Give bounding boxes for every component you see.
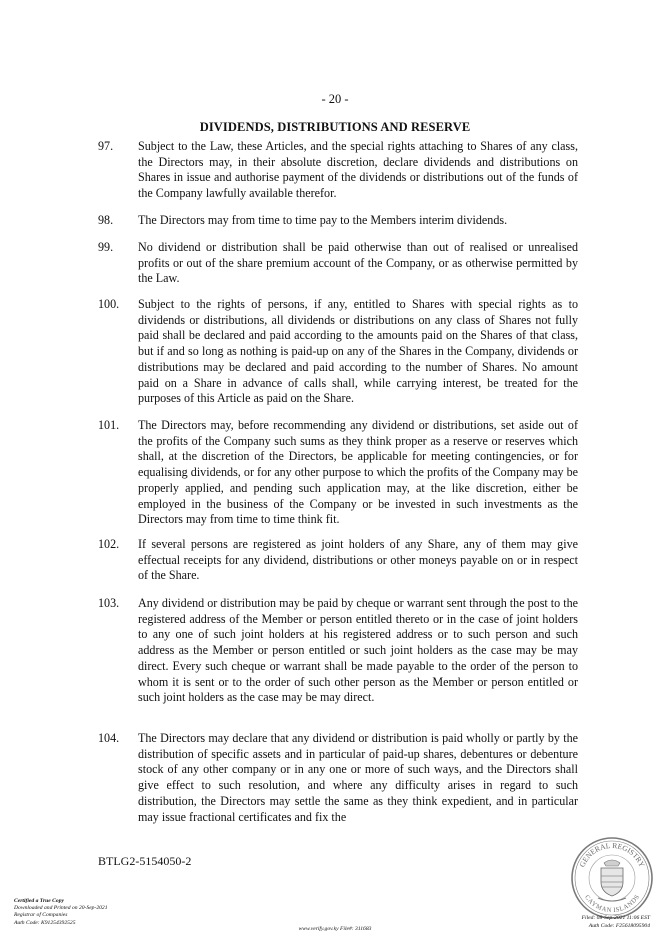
- article-99: [98, 240, 578, 287]
- article-text: Subject to the rights of persons, if any, entitled to Shares with special rights as to dividends or distributions, all dividends or distributions on any class of Shares not fully paid shall be declared and paid according to the amounts paid on the Shares of that class, but if and so long as nothing is paid-up on any of the Shares in the Company, dividends or distributions may be declared and paid according to the number of Shares. No amount paid on a Share in advance of calls shall, while carrying interest, be treated for the purposes of this Article as paid on the Share.: [138, 297, 578, 406]
- section-heading: DIVIDENDS, DISTRIBUTIONS AND RESERVE: [199, 120, 471, 134]
- filed-date: Filed: 08-Sep-2021 11:06 EST: [581, 915, 650, 921]
- article-number: 99.: [98, 240, 114, 254]
- article-number: 97.: [98, 139, 114, 153]
- article-number: 101.: [98, 418, 120, 432]
- article-text: Subject to the Law, these Articles, and the special rights attaching to Shares of any class, the Directors may, in their absolute discretion, declare dividends and distributions on Shares in issue and authorise payment of the dividends or distributions out of the funds of the Company lawfully available therefor.: [138, 139, 578, 201]
- page-number: - 20 -: [321, 92, 349, 106]
- article-number: 104.: [98, 731, 120, 745]
- article-text: The Directors may declare that any dividend or distribution is paid wholly or partly by the distribution of specific assets and in particular of paid-up shares, debentures or debenture stock of any other company or in any one or more of such ways, and the Directors shall give effect to such resolution, and where any difficulty arises in regard to such distribution, the Directors may settle the same as they think expedient, and in particular may issue fractional certificates and fix the: [138, 731, 578, 824]
- article-98: [98, 213, 578, 229]
- article-104: [98, 731, 578, 825]
- cert-downloaded: Downloaded and Printed on 20-Sep-2021: [14, 905, 108, 912]
- verify-url: www.verify.gov.ky File#: 311683: [298, 926, 372, 932]
- article-number: 100.: [98, 297, 120, 311]
- article-100: [98, 297, 578, 407]
- seal-text-top: GENERAL REGISTRY: [577, 840, 647, 869]
- article-101: [98, 418, 578, 528]
- article-text: Any dividend or distribution may be paid by cheque or warrant sent through the post to the registered address of the Member or person entitled thereto or in the case of joint holders to any one of such joint holders at his registered address or to such person and such address as the Member or person entitled or such joint holders as the case may be may direct. Every such cheque or warrant shall be made payable to the order of the person to whom it is sent or to the order of such other person as the Member or person entitled or such joint holders as the case may be may direct.: [138, 596, 578, 705]
- certification-block: [14, 898, 108, 927]
- filing-stamp: [582, 915, 650, 930]
- filed-auth-code: Auth Code: F25618095904: [588, 922, 650, 929]
- document-reference: BTLG2-5154050-2: [98, 854, 192, 868]
- article-number: 98.: [98, 213, 114, 227]
- cert-auth-code: Auth Code: K91254392525: [14, 919, 76, 926]
- article-97: [98, 139, 578, 202]
- article-102: [98, 537, 578, 584]
- article-text: If several persons are registered as joint holders of any Share, any of them may give effectual receipts for any dividend, distributions or other moneys payable on or in respect of the Share.: [138, 537, 578, 583]
- cert-title: Certified a True Copy: [14, 898, 64, 904]
- article-text: The Directors may, before recommending any dividend or distributions, set aside out of the profits of the Company such sums as they think proper as a reserve or reserves which shall, at the discretion of the Directors, be applicable for meeting contingencies, or for equalising dividends, or for any other purpose to which the profits of the Company may be properly applied, and pending such application may, at the like discretion, either be employed in the business of the Company or be invested in such investments as the Directors may from time to time think fit.: [138, 418, 578, 527]
- article-text: No dividend or distribution shall be paid otherwise than out of realised or unrealised profits or out of the share premium account of the Company, or as otherwise permitted by the Law.: [138, 240, 578, 286]
- registry-seal-icon: [570, 836, 654, 920]
- seal-text-bottom: CAYMAN ISLANDS: [583, 893, 641, 915]
- cert-registrar: Registrar of Companies: [14, 912, 68, 919]
- article-number: 103.: [98, 596, 120, 610]
- article-text: The Directors may from time to time pay to the Members interim dividends.: [138, 213, 508, 227]
- article-number: 102.: [98, 537, 120, 551]
- article-103: [98, 596, 578, 706]
